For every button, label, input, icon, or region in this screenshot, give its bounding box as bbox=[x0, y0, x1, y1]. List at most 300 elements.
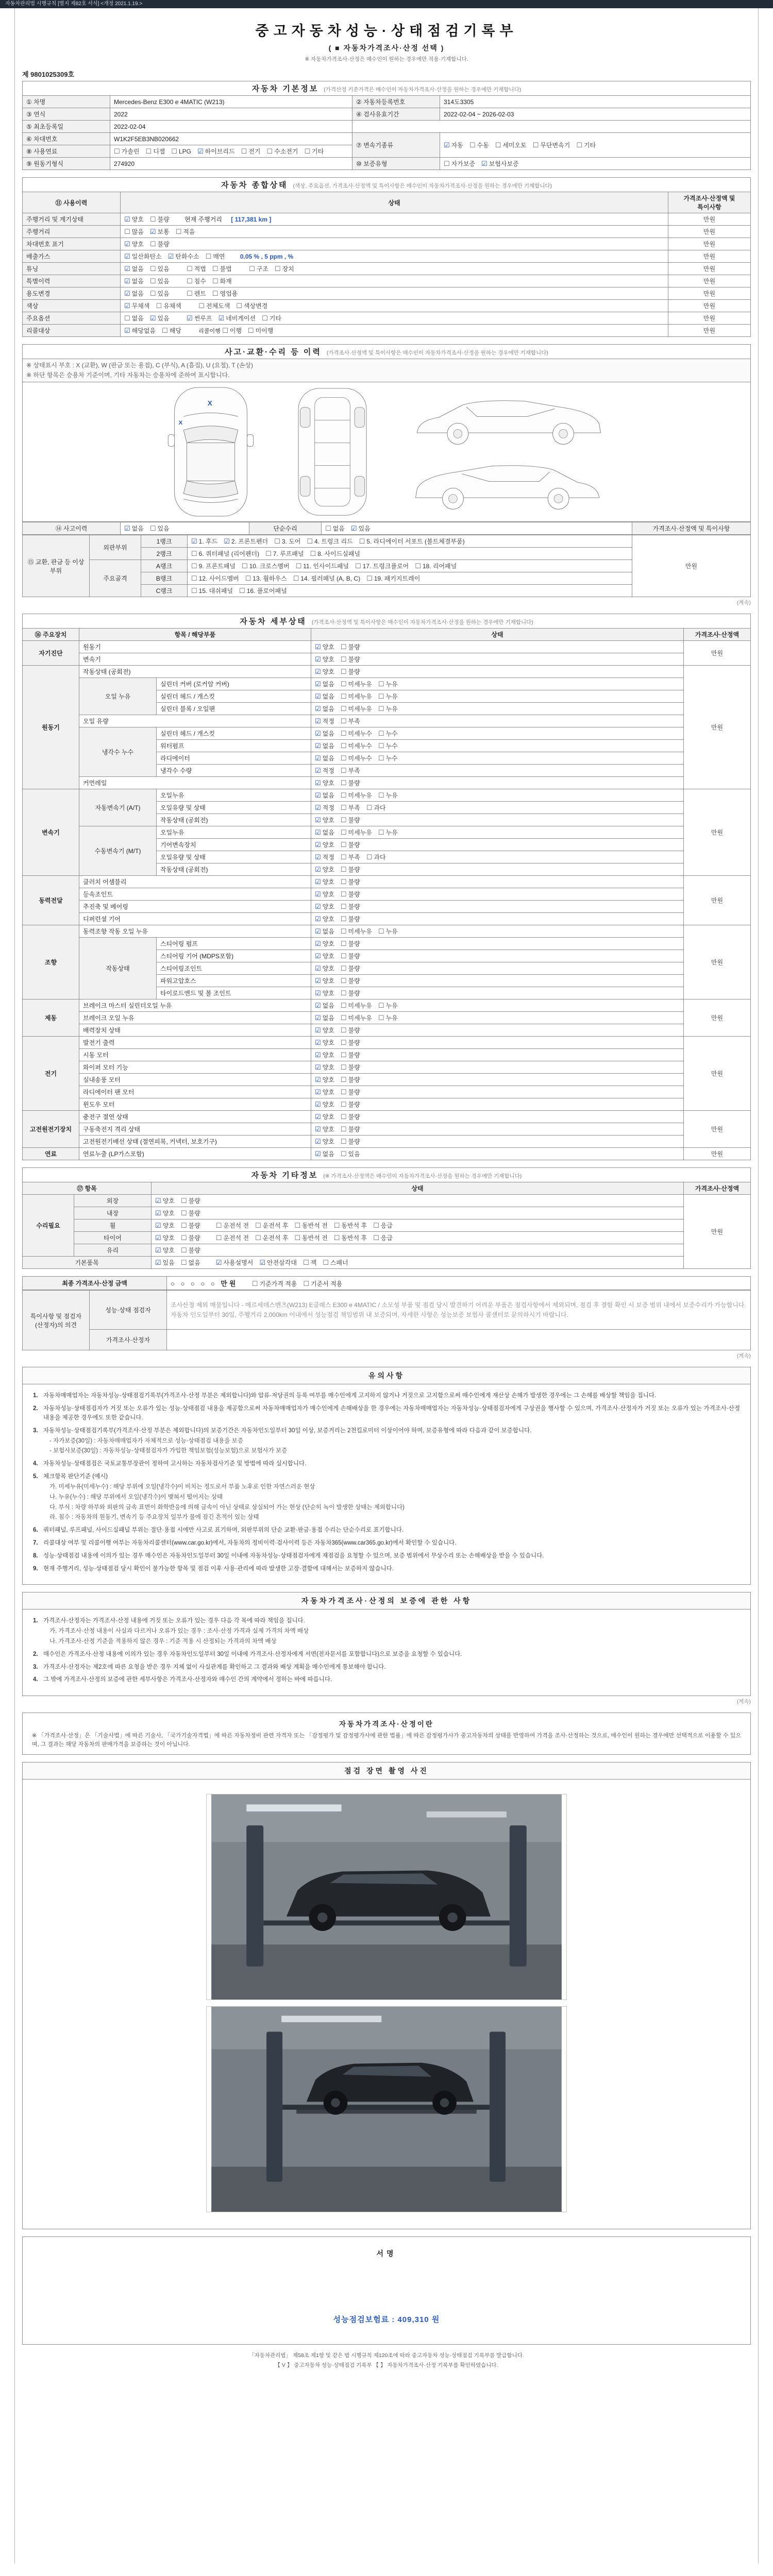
checkbox-label: 기타 bbox=[312, 148, 324, 155]
detail-row bbox=[23, 1086, 751, 1098]
detail-row bbox=[23, 925, 751, 938]
checkbox-option[interactable] bbox=[334, 1233, 367, 1242]
checkbox-label: 침수 bbox=[194, 278, 206, 285]
checkbox-option[interactable] bbox=[248, 326, 273, 335]
checkbox-option[interactable] bbox=[378, 680, 398, 688]
state-cell bbox=[311, 1024, 684, 1037]
checkbox-label: 없음 bbox=[131, 278, 144, 285]
mileage-level-options bbox=[121, 226, 668, 238]
checkbox-option[interactable] bbox=[366, 574, 420, 583]
checkbox-option[interactable] bbox=[366, 803, 386, 812]
checkbox-label: 3. 도어 bbox=[281, 538, 301, 546]
model-year-label: ③ 연식 bbox=[23, 108, 110, 121]
tuning-label: 튜닝 bbox=[23, 263, 121, 275]
checkbox-icon: ☐ bbox=[340, 866, 347, 874]
checkbox-icon: ☑ bbox=[315, 791, 321, 800]
checkbox-option[interactable] bbox=[274, 537, 300, 546]
checkbox-option[interactable] bbox=[315, 952, 334, 960]
usage-change-label: 용도변경 bbox=[23, 287, 121, 300]
checkbox-option[interactable] bbox=[315, 667, 334, 676]
checkbox-option[interactable] bbox=[191, 549, 259, 558]
checkbox-option[interactable] bbox=[266, 147, 298, 156]
checkbox-label: 불량 bbox=[348, 953, 360, 960]
tuning-options bbox=[124, 265, 176, 273]
checkbox-option[interactable] bbox=[262, 314, 281, 323]
checkbox-option[interactable] bbox=[415, 562, 457, 570]
checkbox-option[interactable] bbox=[315, 816, 334, 824]
checkbox-label: 누수 bbox=[385, 730, 398, 738]
checkbox-option[interactable] bbox=[124, 301, 149, 310]
checkbox-label: 있음 bbox=[358, 525, 371, 533]
checkbox-option[interactable] bbox=[341, 1063, 360, 1072]
checkbox-option[interactable] bbox=[469, 141, 489, 149]
checkbox-option[interactable] bbox=[378, 927, 398, 936]
checkbox-option[interactable] bbox=[315, 840, 334, 849]
checkbox-option[interactable] bbox=[315, 655, 334, 664]
checkbox-option[interactable] bbox=[145, 147, 165, 156]
checkbox-option[interactable] bbox=[171, 147, 191, 156]
checkbox-option[interactable] bbox=[124, 227, 144, 236]
checkbox-option[interactable] bbox=[341, 877, 360, 886]
first-registration-value: 2022-02-04 bbox=[110, 121, 352, 133]
checkbox-option[interactable] bbox=[255, 1221, 288, 1230]
checkbox-option[interactable] bbox=[315, 1088, 334, 1096]
state-cell bbox=[311, 802, 684, 814]
state-cell bbox=[311, 765, 684, 777]
etc-info-table bbox=[22, 1167, 751, 1269]
checkbox-option[interactable] bbox=[191, 586, 233, 595]
checkbox-option[interactable] bbox=[315, 1125, 334, 1133]
checkbox-option[interactable] bbox=[341, 927, 372, 936]
checkbox-option[interactable] bbox=[341, 1125, 360, 1133]
column-state: 상태 bbox=[152, 1182, 684, 1195]
checkbox-icon: ☐ bbox=[340, 804, 347, 812]
checkbox-option[interactable] bbox=[378, 704, 398, 713]
item-name: 워터펌프 bbox=[157, 740, 311, 752]
checkbox-option[interactable] bbox=[249, 264, 268, 273]
checkbox-option[interactable] bbox=[124, 326, 156, 335]
checkbox-option[interactable] bbox=[176, 227, 195, 236]
checkbox-option[interactable] bbox=[341, 1112, 360, 1121]
checkbox-option[interactable] bbox=[341, 1088, 360, 1096]
checkbox-option[interactable] bbox=[341, 914, 360, 923]
checkbox-option[interactable] bbox=[315, 717, 334, 725]
checkbox-icon: ☑ bbox=[124, 277, 130, 285]
document-page bbox=[14, 8, 759, 2564]
item-name: 배력장치 상태 bbox=[79, 1024, 311, 1037]
checkbox-icon: ☐ bbox=[325, 524, 331, 533]
checkbox-option[interactable] bbox=[155, 1221, 175, 1230]
checkbox-option[interactable] bbox=[315, 803, 334, 812]
checkbox-option[interactable] bbox=[124, 524, 144, 533]
page-continue-marker: (계속) bbox=[736, 1353, 751, 1360]
checkbox-option[interactable] bbox=[181, 1209, 200, 1217]
checkbox-option[interactable] bbox=[150, 524, 170, 533]
car-left-side-diagram bbox=[405, 391, 611, 448]
checkbox-icon: ☑ bbox=[155, 1209, 161, 1217]
checkbox-option[interactable] bbox=[124, 264, 144, 273]
checkbox-icon: ☐ bbox=[340, 680, 347, 688]
checkbox-option[interactable] bbox=[198, 301, 230, 310]
checkbox-option[interactable] bbox=[294, 1233, 327, 1242]
checkbox-option[interactable] bbox=[341, 952, 360, 960]
checkbox-icon: ☐ bbox=[340, 1125, 347, 1133]
checkbox-option[interactable] bbox=[315, 964, 334, 973]
checkbox-option[interactable] bbox=[162, 326, 181, 335]
checkbox-option[interactable] bbox=[315, 729, 334, 738]
checkbox-option[interactable] bbox=[341, 840, 360, 849]
checkbox-option[interactable] bbox=[187, 289, 206, 298]
checkbox-option[interactable] bbox=[187, 264, 206, 273]
checkbox-option[interactable] bbox=[355, 562, 409, 570]
checkbox-label: 화재 bbox=[220, 278, 232, 285]
rank-items bbox=[188, 535, 632, 548]
checkbox-option[interactable] bbox=[341, 1050, 360, 1059]
checkbox-option[interactable] bbox=[341, 939, 360, 948]
checkbox-icon: ☑ bbox=[315, 754, 321, 762]
checkbox-option[interactable] bbox=[315, 1149, 334, 1158]
checkbox-option[interactable] bbox=[303, 1279, 342, 1288]
checkbox-option[interactable] bbox=[533, 141, 570, 149]
checkbox-option[interactable] bbox=[315, 1063, 334, 1072]
checkbox-option[interactable] bbox=[218, 314, 256, 323]
checkbox-option[interactable] bbox=[444, 159, 475, 168]
checkbox-option[interactable] bbox=[236, 301, 267, 310]
checkbox-option[interactable] bbox=[239, 586, 287, 595]
checkbox-option[interactable] bbox=[252, 1279, 297, 1288]
rank-items bbox=[188, 548, 632, 560]
checkbox-icon: ☐ bbox=[149, 215, 156, 223]
checkbox-option[interactable] bbox=[341, 1001, 372, 1010]
checkbox-option[interactable] bbox=[351, 524, 371, 533]
checkbox-option[interactable] bbox=[315, 642, 334, 651]
checkbox-option[interactable] bbox=[341, 1013, 372, 1022]
checkbox-option[interactable] bbox=[341, 816, 360, 824]
checkbox-label: 부족 bbox=[348, 718, 360, 725]
checkbox-icon: ☑ bbox=[124, 327, 130, 334]
checkbox-option[interactable] bbox=[323, 1258, 348, 1267]
checkbox-option[interactable] bbox=[315, 877, 334, 886]
etc-row bbox=[23, 1244, 751, 1257]
checkbox-option[interactable] bbox=[378, 1001, 398, 1010]
checkbox-option[interactable] bbox=[341, 729, 372, 738]
state-cell bbox=[311, 1012, 684, 1024]
checkbox-option[interactable] bbox=[150, 314, 170, 323]
checkbox-option[interactable] bbox=[212, 289, 238, 298]
checkbox-option[interactable] bbox=[216, 1258, 254, 1267]
checkbox-option[interactable] bbox=[181, 1196, 200, 1205]
checkbox-option[interactable] bbox=[155, 1233, 175, 1242]
checkbox-option[interactable] bbox=[150, 264, 170, 273]
checkbox-option[interactable] bbox=[315, 766, 334, 775]
checkbox-option[interactable] bbox=[315, 989, 334, 997]
group-label: 수리필요 bbox=[23, 1195, 74, 1257]
checkbox-option[interactable] bbox=[315, 1075, 334, 1084]
checkbox-icon: ☐ bbox=[340, 692, 347, 701]
checkbox-option[interactable] bbox=[341, 680, 372, 688]
checkbox-option[interactable] bbox=[242, 562, 290, 570]
column-item: ⑰ 항목 bbox=[23, 1182, 152, 1195]
checkbox-option[interactable] bbox=[304, 147, 324, 156]
checkbox-option[interactable] bbox=[212, 277, 232, 285]
detail-row bbox=[23, 1037, 751, 1049]
checkbox-option[interactable] bbox=[315, 1112, 334, 1121]
checkbox-option[interactable] bbox=[444, 141, 463, 149]
color-options bbox=[124, 302, 188, 310]
checkbox-icon: ☑ bbox=[197, 147, 204, 155]
checkbox-option[interactable] bbox=[315, 754, 334, 762]
checkbox-icon: ☐ bbox=[241, 562, 248, 570]
price-cell: 만원 bbox=[632, 535, 751, 597]
checkbox-option[interactable] bbox=[191, 562, 236, 570]
checkbox-option[interactable] bbox=[124, 277, 144, 285]
checkbox-option[interactable] bbox=[341, 667, 360, 676]
checkbox-option[interactable] bbox=[124, 252, 162, 261]
state-cell bbox=[311, 1148, 684, 1160]
checkbox-icon: ☐ bbox=[149, 240, 156, 248]
checkbox-option[interactable] bbox=[315, 791, 334, 800]
guarantee-box bbox=[22, 1592, 751, 1696]
checkbox-option[interactable] bbox=[315, 902, 334, 911]
checkbox-option[interactable] bbox=[150, 240, 170, 248]
checkbox-option[interactable] bbox=[114, 147, 139, 156]
checkbox-option[interactable] bbox=[187, 314, 212, 323]
checkbox-option[interactable] bbox=[315, 680, 334, 688]
checkbox-option[interactable] bbox=[341, 1038, 360, 1047]
checkbox-label: 있음 bbox=[157, 290, 170, 297]
checkbox-label: 불량 bbox=[157, 241, 170, 248]
checkbox-option[interactable] bbox=[341, 803, 360, 812]
checkbox-option[interactable] bbox=[341, 655, 360, 664]
checkbox-option[interactable] bbox=[341, 976, 360, 985]
checkbox-option[interactable] bbox=[341, 853, 360, 861]
checkbox-option[interactable] bbox=[191, 537, 217, 546]
checkbox-icon: ☑ bbox=[224, 537, 230, 546]
checkbox-label: 불량 bbox=[188, 1234, 200, 1242]
checkbox-option[interactable] bbox=[315, 1026, 334, 1035]
checkbox-option[interactable] bbox=[181, 1258, 200, 1267]
checkbox-option[interactable] bbox=[315, 1001, 334, 1010]
checkbox-option[interactable] bbox=[481, 159, 519, 168]
checkbox-option[interactable] bbox=[206, 252, 225, 261]
detail-row bbox=[23, 1123, 751, 1136]
header-note: ※ 자동차가격조사·산정은 매수인이 원하는 경우에만 적용·기재합니다. bbox=[305, 56, 468, 62]
checkbox-option[interactable] bbox=[315, 1050, 334, 1059]
checkbox-option[interactable] bbox=[378, 1013, 398, 1022]
checkbox-option[interactable] bbox=[341, 890, 360, 899]
checkbox-option[interactable] bbox=[341, 964, 360, 973]
checkbox-option[interactable] bbox=[315, 1038, 334, 1047]
checkbox-option[interactable] bbox=[325, 524, 345, 533]
checkbox-option[interactable] bbox=[259, 1258, 297, 1267]
checkbox-option[interactable] bbox=[124, 289, 144, 298]
checkbox-option[interactable] bbox=[150, 215, 170, 224]
usage-options bbox=[124, 290, 176, 297]
checkbox-option[interactable] bbox=[341, 692, 372, 701]
checkbox-label: 양호 bbox=[162, 1234, 175, 1242]
checkbox-icon: ☐ bbox=[180, 1234, 187, 1242]
device-name: 조향 bbox=[23, 925, 79, 999]
checkbox-option[interactable] bbox=[341, 1149, 360, 1158]
checkbox-option[interactable] bbox=[155, 1246, 175, 1255]
price-cell: 만원 bbox=[668, 275, 750, 287]
checkbox-option[interactable] bbox=[341, 741, 372, 750]
checkbox-option[interactable] bbox=[315, 939, 334, 948]
checkbox-icon: ☐ bbox=[156, 302, 162, 310]
checkbox-option[interactable] bbox=[359, 537, 465, 546]
checkbox-icon: ☑ bbox=[315, 1138, 321, 1146]
checkbox-option[interactable] bbox=[315, 692, 334, 701]
checkbox-option[interactable] bbox=[378, 828, 398, 837]
checkbox-option[interactable] bbox=[341, 1026, 360, 1035]
checkbox-option[interactable] bbox=[181, 1233, 200, 1242]
device-name: 전기 bbox=[23, 1037, 79, 1111]
checkbox-option[interactable] bbox=[124, 314, 144, 323]
checkbox-icon: ☐ bbox=[191, 587, 197, 595]
checkbox-option[interactable] bbox=[265, 549, 304, 558]
checkbox-label: 해당 bbox=[169, 327, 181, 334]
checkbox-icon: ☑ bbox=[315, 878, 321, 886]
checkbox-option[interactable] bbox=[315, 976, 334, 985]
checkbox-option[interactable] bbox=[255, 1233, 288, 1242]
checkbox-icon: ☐ bbox=[340, 977, 347, 985]
checkbox-option[interactable] bbox=[378, 741, 398, 750]
checkbox-icon: ☐ bbox=[149, 524, 156, 533]
notice-number: 5. bbox=[33, 1473, 38, 1480]
checkbox-option[interactable] bbox=[181, 1221, 200, 1230]
item-name: 고전원전기배선 상태 (절연피복, 커넥터, 보호기구) bbox=[79, 1136, 311, 1148]
checkbox-option[interactable] bbox=[124, 240, 144, 248]
checkbox-option[interactable] bbox=[495, 141, 527, 149]
checkbox-option[interactable] bbox=[275, 264, 294, 273]
checkbox-option[interactable] bbox=[341, 642, 360, 651]
checkbox-option[interactable] bbox=[341, 902, 360, 911]
checkbox-option[interactable] bbox=[315, 1137, 334, 1146]
checkbox-option[interactable] bbox=[315, 828, 334, 837]
checkbox-option[interactable] bbox=[315, 853, 334, 861]
checkbox-option[interactable] bbox=[315, 914, 334, 923]
lift-photo-scene-1 bbox=[207, 1794, 566, 1999]
checkbox-option[interactable] bbox=[155, 1258, 175, 1267]
checkbox-option[interactable] bbox=[315, 927, 334, 936]
checkbox-option[interactable] bbox=[341, 754, 372, 762]
checkbox-option[interactable] bbox=[156, 301, 181, 310]
checkbox-option[interactable] bbox=[224, 537, 268, 546]
checkbox-option[interactable] bbox=[197, 147, 235, 156]
checkbox-option[interactable] bbox=[150, 227, 170, 236]
item-name: 오일유량 및 상태 bbox=[157, 851, 311, 863]
checkbox-option[interactable] bbox=[168, 252, 199, 261]
checkbox-icon: ☑ bbox=[124, 252, 130, 260]
checkbox-option[interactable] bbox=[155, 1209, 175, 1217]
detail-row bbox=[23, 999, 751, 1012]
checkbox-option[interactable] bbox=[341, 1075, 360, 1084]
checkbox-icon: ☐ bbox=[340, 655, 347, 664]
checkbox-icon: ☐ bbox=[340, 1150, 347, 1158]
checkbox-option[interactable] bbox=[378, 754, 398, 762]
checkbox-option[interactable] bbox=[341, 1100, 360, 1109]
device-name: 변속기 bbox=[23, 789, 79, 876]
checkbox-option[interactable] bbox=[310, 549, 360, 558]
checkbox-option[interactable] bbox=[294, 1221, 327, 1230]
checkbox-option[interactable] bbox=[191, 574, 239, 583]
checkbox-option[interactable] bbox=[366, 853, 386, 861]
checkbox-option[interactable] bbox=[373, 1221, 393, 1230]
checkbox-option[interactable] bbox=[296, 562, 349, 570]
option-options bbox=[124, 315, 176, 322]
checkbox-option[interactable] bbox=[315, 890, 334, 899]
checkbox-option[interactable] bbox=[315, 1100, 334, 1109]
checkbox-option[interactable] bbox=[341, 704, 372, 713]
checkbox-option[interactable] bbox=[303, 1258, 316, 1267]
checkbox-icon: ☑ bbox=[155, 1197, 161, 1205]
checkbox-option[interactable] bbox=[576, 141, 596, 149]
checkbox-label: 양호 bbox=[322, 1076, 334, 1084]
checkbox-option[interactable] bbox=[341, 865, 360, 874]
checkbox-option[interactable] bbox=[315, 741, 334, 750]
checkbox-option[interactable] bbox=[222, 326, 242, 335]
checkbox-option[interactable] bbox=[341, 989, 360, 997]
checkbox-option[interactable] bbox=[124, 215, 144, 224]
checkbox-option[interactable] bbox=[212, 264, 232, 273]
checkbox-option[interactable] bbox=[378, 692, 398, 701]
checkbox-option[interactable] bbox=[315, 1013, 334, 1022]
checkbox-label: 미세누유 bbox=[348, 693, 372, 701]
item-name: 구동축전지 격리 상태 bbox=[79, 1123, 311, 1136]
checkbox-label: 불량 bbox=[348, 668, 360, 676]
checkbox-option[interactable] bbox=[315, 704, 334, 713]
detail-row bbox=[23, 1061, 751, 1074]
checkbox-option[interactable] bbox=[241, 147, 261, 156]
checkbox-icon: ☑ bbox=[315, 1026, 321, 1035]
checkbox-option[interactable] bbox=[307, 537, 352, 546]
final-price-cell bbox=[167, 1277, 751, 1290]
checkbox-option[interactable] bbox=[216, 1233, 249, 1242]
checkbox-label: 양호 bbox=[322, 916, 334, 923]
checkbox-option[interactable] bbox=[341, 791, 372, 800]
checkbox-option[interactable] bbox=[181, 1246, 200, 1255]
checkbox-option[interactable] bbox=[341, 717, 360, 725]
checkbox-option[interactable] bbox=[315, 865, 334, 874]
checkbox-option[interactable] bbox=[378, 791, 398, 800]
item-name: 실린더 헤드 / 개스킷 bbox=[157, 727, 311, 740]
checkbox-option[interactable] bbox=[216, 1221, 249, 1230]
checkbox-option[interactable] bbox=[341, 828, 372, 837]
checkbox-option[interactable] bbox=[334, 1221, 367, 1230]
checkbox-option[interactable] bbox=[341, 778, 360, 787]
checkbox-icon: ☐ bbox=[114, 147, 120, 155]
checkbox-icon: ☑ bbox=[350, 524, 357, 533]
checkbox-option[interactable] bbox=[150, 277, 170, 285]
checkbox-option[interactable] bbox=[293, 574, 360, 583]
checkbox-option[interactable] bbox=[150, 289, 170, 298]
checkbox-option[interactable] bbox=[315, 778, 334, 787]
checkbox-option[interactable] bbox=[245, 574, 287, 583]
checkbox-label: 없음 bbox=[322, 1014, 334, 1022]
checkbox-option[interactable] bbox=[378, 729, 398, 738]
checkbox-icon: ☑ bbox=[315, 989, 321, 997]
mileage-label: 주행거리 및 계기상태 bbox=[23, 213, 121, 226]
checkbox-option[interactable] bbox=[373, 1233, 393, 1242]
checkbox-label: 6. 쿼터패널 (리어펜더) bbox=[198, 550, 260, 558]
checkbox-option[interactable] bbox=[155, 1196, 175, 1205]
exchange-mark-fender: X bbox=[178, 420, 183, 427]
checkbox-option[interactable] bbox=[341, 766, 360, 775]
checkbox-option[interactable] bbox=[341, 1137, 360, 1146]
checkbox-option[interactable] bbox=[187, 277, 206, 285]
checkbox-icon: ☐ bbox=[340, 1138, 347, 1146]
etc-row bbox=[23, 1219, 751, 1232]
